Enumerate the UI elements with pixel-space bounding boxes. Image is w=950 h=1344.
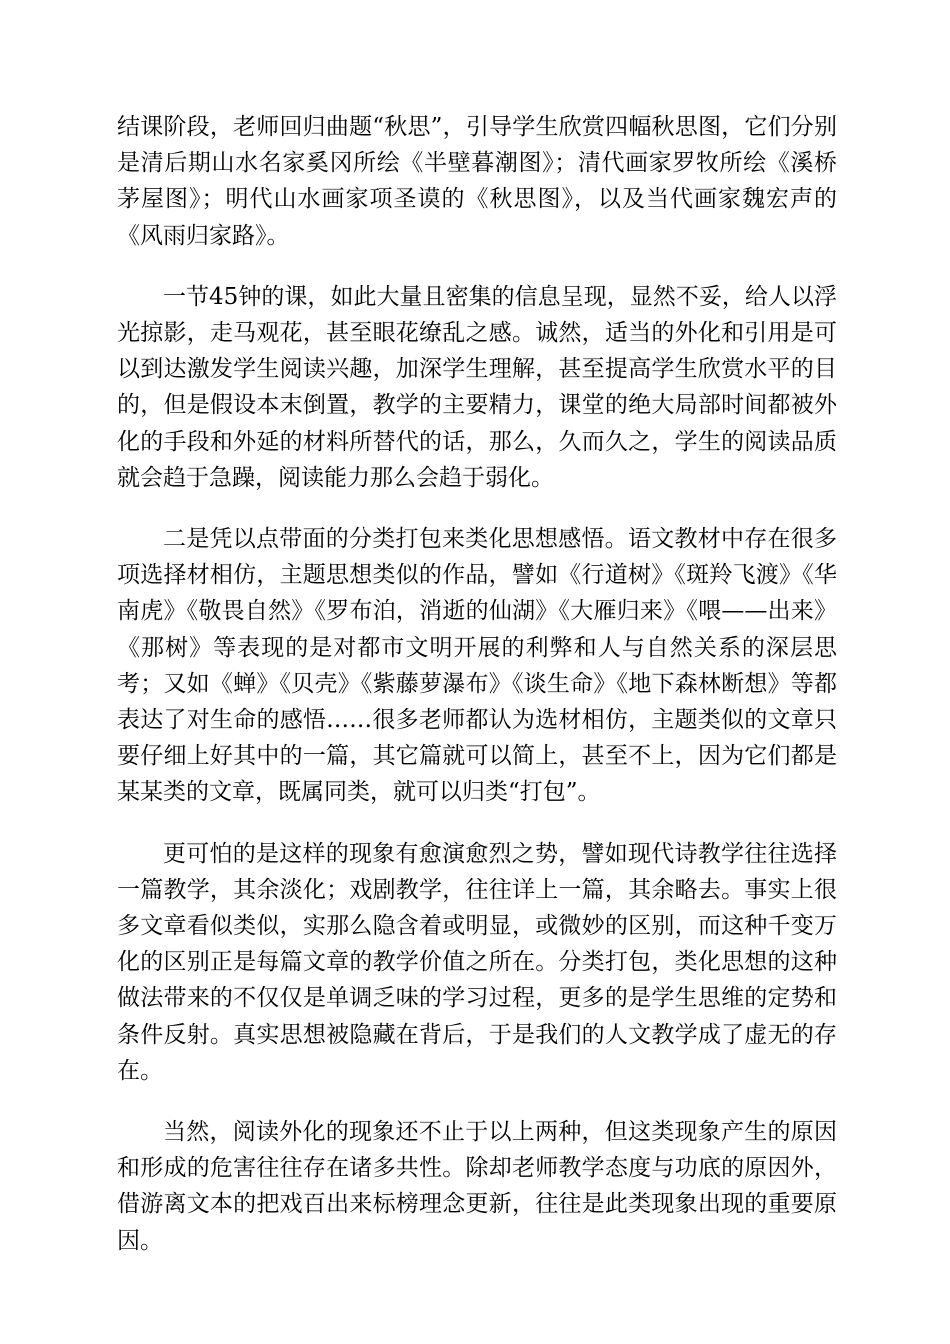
document-body [117, 109, 837, 1284]
paragraph-worsening-trend: 更可怕的是这样的现象有愈演愈烈之势，譬如现代诗教学往往选择一篇教学，其余淡化；戏剧教学，往往详上一篇，其余略去。事实上很多文章看似类似，实那么隐含着或明显，或微妙的区别，而这种千变万化的区别正是每篇文章的教学价值之所在。分类打包，类化思想的这种做法带来的不仅仅是单调乏味的学习过程，更多的是学生思维的定势和条件反射。真实思想被隐藏在背后，于是我们的人文教学成了虚无的存在。 [117, 840, 837, 1084]
paragraph-information-overload: 一节45钟的课，如此大量且密集的信息呈现，显然不妥，给人以浮光掠影，走马观花，甚至眼花缭乱之感。诚然，适当的外化和引用是可以到达激发学生阅读兴趣，加深学生理解，甚至提高学生欣赏水平的目的，但是假设本末倒置，教学的主要精力，课堂的绝大局部时间都被外化的手段和外延的材料所替代的话，那么，久而久之，学生的阅读品质就会趋于急躁，阅读能力那么会趋于弱化。 [117, 283, 837, 491]
paragraph-conclusion: 当然，阅读外化的现象还不止于以上两种，但这类现象产生的原因和形成的危害往往存在诸多共性。除却老师教学态度与功底的原因外，借游离文本的把戏百出来标榜理念更新，往往是此类现象出现的重要原因。 [117, 1119, 837, 1254]
paragraph-category-packaging: 二是凭以点带面的分类打包来类化思想感悟。语文教材中存在很多项选择材相仿，主题思想类似的作品，譬如《行道树》《斑羚飞渡》《华南虎》《敬畏自然》《罗布泊，消逝的仙湖》《大雁归来》《喂——出来》《那树》等表现的是对都市文明开展的利弊和人与自然关系的深层思考；又如《蝉》《贝壳》《紫藤萝瀑布》《谈生命》《地下森林断想》等都表达了对生命的感悟……很多老师都认为选材相仿，主题类似的文章只要仔细上好其中的一篇，其它篇就可以简上，甚至不上，因为它们都是某某类的文章，既属同类，就可以归类“打包”。 [117, 526, 837, 806]
paragraph-closing-stage: 结课阶段，老师回归曲题“秋思”，引导学生欣赏四幅秋思图，它们分别是清后期山水名家奚冈所绘《半壁暮潮图》；清代画家罗牧所绘《溪桥茅屋图》；明代山水画家项圣谟的《秋思图》，以及当代画家魏宏声的《风雨归家路》。 [117, 114, 837, 249]
